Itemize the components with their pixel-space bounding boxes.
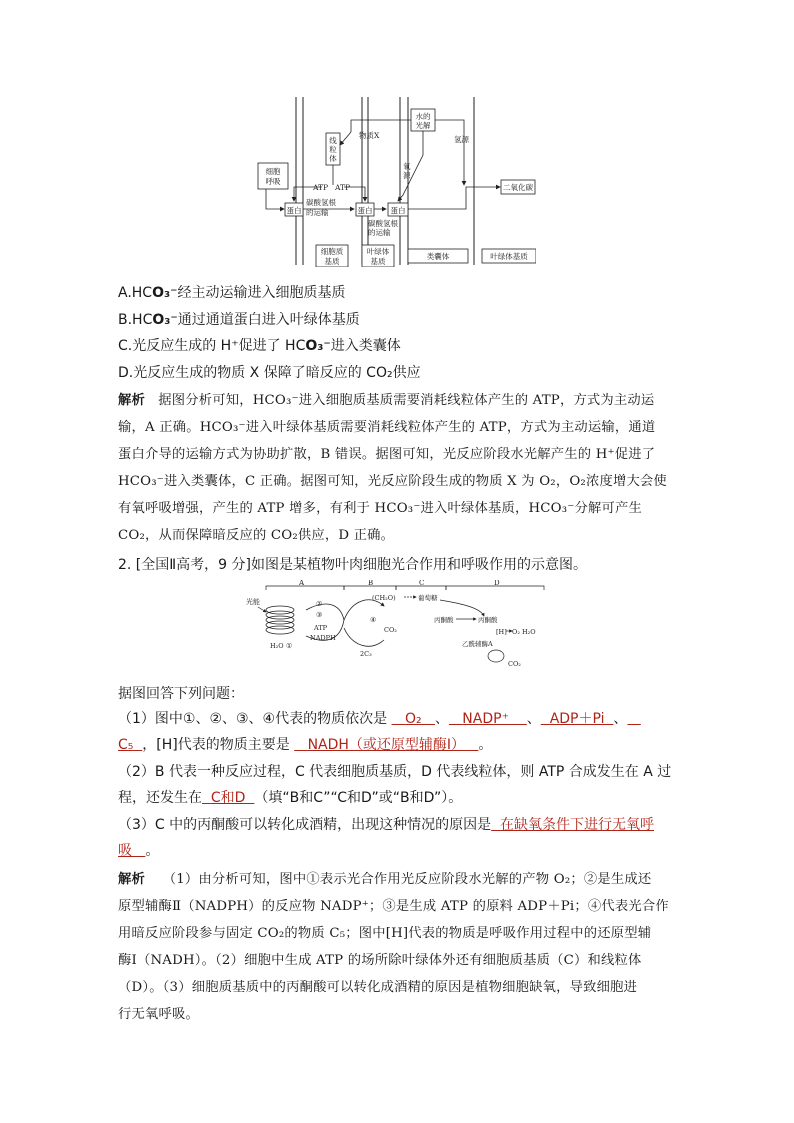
svg-text:叶绿体基质: 叶绿体基质	[490, 252, 528, 261]
svg-text:蛋白: 蛋白	[357, 206, 373, 215]
question2-part3-line2: 吸 。	[118, 843, 160, 859]
svg-text:ATP: ATP	[314, 624, 328, 632]
svg-text:细胞质: 细胞质	[320, 247, 344, 256]
figure-bicarbonate-transport	[256, 95, 536, 267]
explanation-label: 解析	[118, 872, 145, 887]
svg-text:水的: 水的	[415, 112, 431, 121]
answer-1: O₂	[404, 711, 422, 727]
question2-part2-line2: 程，还发生在 C和D （填“B和C”“C和D”或“B和D”）。	[118, 790, 463, 806]
label-cell-resp-2: 呼吸	[265, 177, 281, 186]
explanation1-line-5: 有氧呼吸增强，产生的 ATP 增多，有利于 HCO₃⁻进入叶绿体基质，HCO₃⁻分解可产生	[118, 501, 643, 516]
svg-text:的运输: 的运输	[368, 228, 391, 237]
svg-text:叶绿体: 叶绿体	[366, 247, 390, 256]
svg-text:2C₃: 2C₃	[360, 650, 372, 658]
diagram2-svg	[244, 580, 550, 672]
svg-text:[H]: [H]	[496, 628, 507, 636]
svg-text:基质: 基质	[324, 257, 340, 266]
svg-text:的运输: 的运输	[306, 208, 329, 217]
svg-text:蛋白: 蛋白	[390, 206, 406, 215]
svg-text:丙酮酸: 丙酮酸	[478, 616, 498, 624]
svg-text:①: ①	[286, 642, 293, 650]
explanation2-line-2: 原型辅酶Ⅱ（NADPH）的反应物 NADP⁺；③是生成 ATP 的原料 ADP＋Pi；④代表光合作	[118, 899, 669, 914]
svg-text:氧: 氧	[403, 162, 411, 171]
answer-7-cont: 吸	[118, 843, 132, 859]
explanation1-line-3: 蛋白介导的运输方式为协助扩散，B 错误。据图可知，光反应阶段水光解产生的 H⁺促进了	[118, 447, 656, 462]
svg-text:葡萄糖: 葡萄糖	[418, 594, 438, 602]
explanation1-line-2: 输，A 正确。HCO₃⁻进入叶绿体基质需要消耗线粒体产生的 ATP，方式为主动运输，通道	[118, 420, 656, 435]
svg-text:③: ③	[316, 611, 323, 619]
answer-3: ADP＋Pi	[549, 711, 605, 727]
explanation2-line-3: 用暗反应阶段参与固定 CO₂的物质 C₅；图中[H]代表的物质是呼吸作用过程中的还原型辅	[118, 926, 652, 941]
option-d: D.光反应生成的物质 X 保障了暗反应的 CO₂供应	[118, 365, 421, 381]
label-cell-resp-1: 细胞	[265, 167, 281, 176]
svg-text:粒: 粒	[329, 145, 337, 154]
svg-text:氢源: 氢源	[454, 135, 469, 144]
svg-text:C: C	[419, 580, 425, 587]
svg-text:源: 源	[403, 171, 411, 180]
question2-part3-line1: （3）C 中的丙酮酸可以转化成酒精，出现这种情况的原因是 在缺氧条件下进行无氧呼	[118, 817, 655, 833]
svg-text:蛋白: 蛋白	[286, 206, 302, 215]
option-c: C.光反应生成的 H⁺促进了 HCO₃⁻进入类囊体	[118, 338, 401, 354]
explanation2-line-5: （D）。（3）细胞质基质中的丙酮酸可以转化成酒精的原因是植物细胞缺氧，导致细胞进	[118, 980, 638, 995]
bicarbonate-ion: O₃⁻	[152, 312, 178, 328]
svg-text:H₂O: H₂O	[270, 642, 284, 650]
svg-text:碳酸氢根: 碳酸氢根	[306, 198, 336, 207]
answer-5: NADH（或还原型辅酶Ⅰ）	[307, 737, 466, 753]
bicarbonate-ion: O₃⁻	[305, 338, 331, 354]
svg-text:光能: 光能	[246, 598, 260, 606]
option-a: A.HCO₃⁻经主动运输进入细胞质基质	[118, 285, 346, 301]
explanation1-line-4: HCO₃⁻进入类囊体，C 正确。据图可知，光反应阶段生成的物质 X 为 O₂，O₂浓度增大会使	[118, 474, 667, 489]
label-substance-x: 物质X	[359, 131, 380, 140]
svg-text:B: B	[368, 580, 374, 587]
explanation-label: 解析	[118, 393, 145, 408]
question2-prompt: 据图回答下列问题：	[118, 686, 244, 702]
question2-title: 2. [全国Ⅱ高考，9 分]如图是某植物叶肉细胞光合作用和呼吸作用的示意图。	[118, 557, 587, 573]
svg-text:碳酸氢根: 碳酸氢根	[368, 219, 398, 228]
svg-text:O₂ H₂O: O₂ H₂O	[512, 628, 536, 636]
question2-part1: （1）图中①、②、③、④代表的物质依次是 O₂ 、 NADP⁺ 、 ADP＋Pi 、	[118, 711, 628, 727]
svg-text:体: 体	[329, 154, 337, 163]
figure-photosynthesis-respiration	[244, 580, 550, 672]
svg-text:ATP: ATP	[313, 183, 329, 192]
option-b: B.HCO₃⁻通过通道蛋白进入叶绿体基质	[118, 312, 360, 328]
answer-6: C和D	[210, 790, 246, 806]
svg-text:ATP: ATP	[335, 183, 351, 192]
svg-text:(CH₂O): (CH₂O)	[372, 594, 396, 602]
svg-text:乙酰辅酶A: 乙酰辅酶A	[462, 640, 493, 648]
explanation2-line-4: 酶Ⅰ（NADH）。（2）细胞中生成 ATP 的场所除叶绿体外还有细胞质基质（C）和线粒体	[118, 953, 642, 968]
explanation1-line-1: 解析 据图分析可知，HCO₃⁻进入细胞质基质需要消耗线粒体产生的 ATP，方式为主动运	[118, 393, 655, 408]
bicarbonate-ion: O₃⁻	[152, 285, 178, 301]
question2-part1-cont: C₅ ，[H]代表的物质主要是 NADH（或还原型辅酶Ⅰ） 。	[118, 737, 493, 753]
svg-text:D: D	[494, 580, 500, 587]
svg-text:基质: 基质	[370, 257, 386, 266]
explanation1-line-6: CO₂，从而保障暗反应的 CO₂供应，D 正确。	[118, 528, 395, 543]
answer-4: C₅	[118, 737, 134, 753]
svg-text:丙酮酸: 丙酮酸	[434, 616, 454, 624]
question2-part2-line1: （2）B 代表一种反应过程，C 代表细胞质基质，D 代表线粒体，则 ATP 合成发生在 A 过	[118, 764, 672, 780]
svg-text:CO₂: CO₂	[508, 660, 521, 668]
explanation2-line-1: 解析 （1）由分析可知，图中①表示光合作用光反应阶段水光解的产物 O₂；②是生成还	[118, 872, 652, 887]
svg-text:光解: 光解	[415, 121, 431, 130]
svg-text:④: ④	[370, 616, 377, 624]
svg-text:②: ②	[316, 600, 323, 608]
answer-7: 在缺氧条件下进行无氧呼	[500, 817, 655, 833]
label-co2: 二氧化碳	[503, 183, 533, 192]
diagram-svg	[256, 95, 536, 267]
svg-text:CO₂: CO₂	[384, 626, 397, 634]
svg-text:NADPH: NADPH	[310, 634, 336, 642]
answer-2: NADP⁺	[462, 711, 509, 727]
svg-text:线: 线	[329, 136, 337, 145]
svg-text:A: A	[299, 580, 305, 587]
svg-text:类囊体: 类囊体	[426, 252, 450, 261]
explanation2-line-6: 行无氧呼吸。	[118, 1007, 199, 1022]
